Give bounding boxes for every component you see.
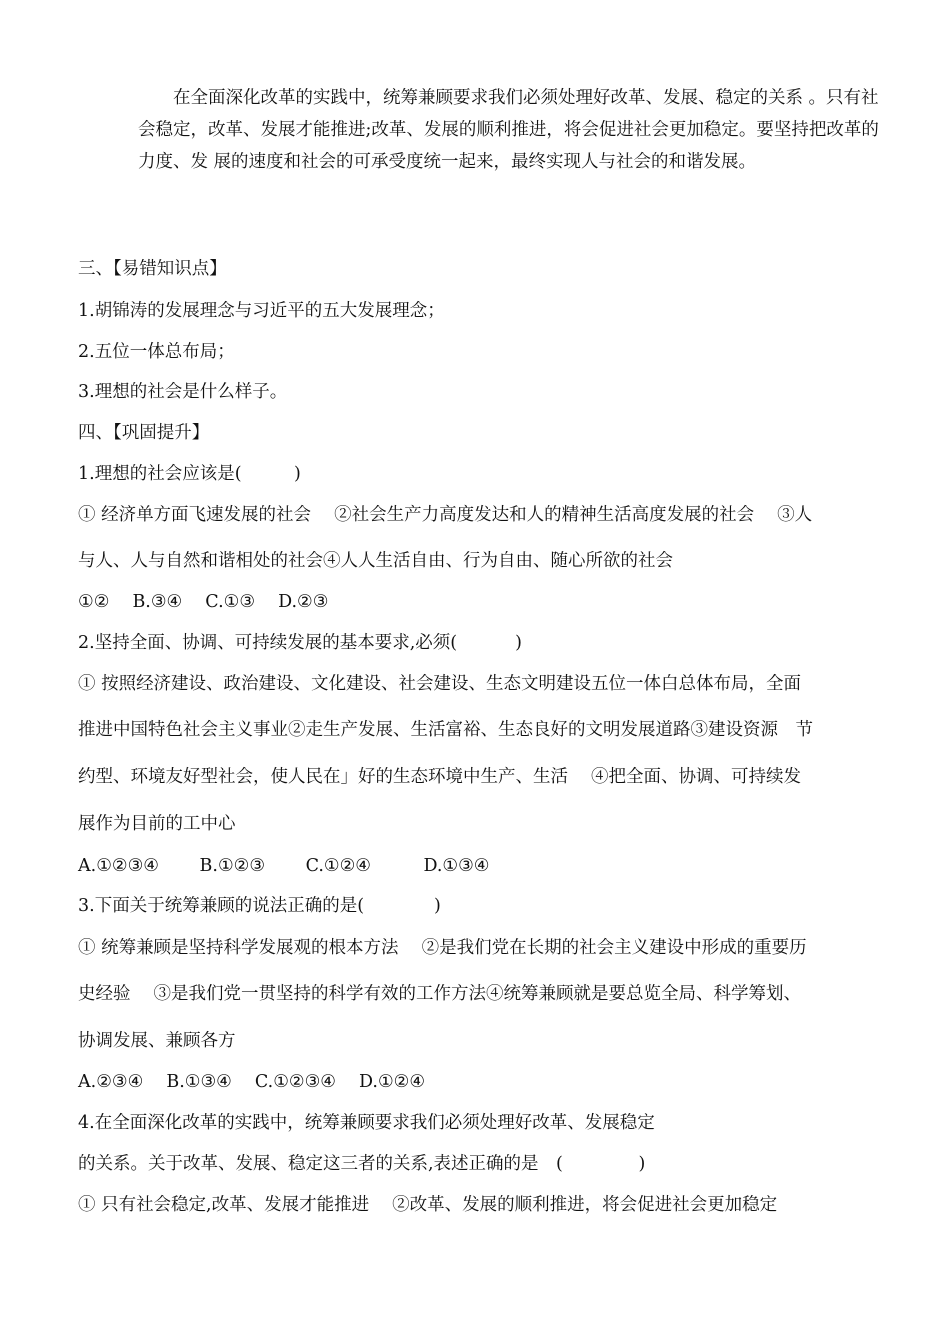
- q1-answers: ①② B.③④ C.①③ D.②③: [78, 592, 329, 612]
- q2-option-line-2: 推进中国特色社会主义事业②走生产发展、生活富裕、生态良好的文明发展道路③建设资源 节: [78, 720, 813, 740]
- q3-stem: 3.下面关于统筹兼顾的说法正确的是( ): [78, 896, 441, 916]
- q2-option-line-4: 展作为目前的工中心: [78, 814, 236, 834]
- q2-option-line-1: ① 按照经济建设、政治建设、文化建设、社会建设、生态文明建设五位一体白总体布局，全面: [78, 674, 802, 694]
- q4-stem-line-2: 的关系。关于改革、发展、稳定这三者的关系,表述正确的是 ( ): [78, 1154, 646, 1174]
- q1-option-line-2: 与人、人与自然和谐相处的社会④人人生活自由、行为自由、随心所欲的社会: [78, 551, 673, 571]
- section3-item-2: 2.五位一体总布局；: [78, 342, 235, 362]
- section3-item-1: 1.胡锦涛的发展理念与习近平的五大发展理念；: [78, 301, 445, 321]
- q3-option-line-3: 协调发展、兼顾各方: [78, 1031, 236, 1051]
- q3-option-line-1: ① 统筹兼顾是坚持科学发展观的根本方法 ②是我们党在长期的社会主义建设中形成的重要历: [78, 938, 807, 958]
- q1-option-line-1: ① 经济单方面飞速发展的社会 ②社会生产力高度发达和人的精神生活高度发展的社会 ③人: [78, 505, 813, 525]
- section3-item-3: 3.理想的社会是什么样子。: [78, 382, 288, 402]
- q4-option-line-1: ① 只有社会稳定,改革、发展才能推进 ②改革、发展的顺利推进，将会促进社会更加稳定: [78, 1195, 778, 1215]
- intro-paragraph: [138, 82, 883, 178]
- intro-text: 在全面深化改革的实践中，统筹兼顾要求我们必须处理好改革、发展、稳定的关系 。只有社会稳定，改革、发展才能推进;改革、发展的顺利推进，将会促进社会更加稳定。要坚持把改革的力度、发 展的速度和社会的可承受度统一起来，最终实现人与社会的和谐发展。: [138, 88, 879, 172]
- section3-heading: 三、【易错知识点】: [78, 259, 227, 279]
- section4-heading: 四、【巩固提升】: [78, 423, 210, 443]
- q2-stem: 2.坚持全面、协调、可持续发展的基本要求,必须( ): [78, 633, 522, 653]
- q2-answers: A.①②③④ B.①②③ C.①②④ D.①③④: [78, 856, 490, 876]
- q1-stem: 1.理想的社会应该是( ): [78, 464, 301, 484]
- q3-answers: A.②③④ B.①③④ C.①②③④ D.①②④: [78, 1072, 426, 1092]
- q3-option-line-2: 史经验 ③是我们党一贯坚持的科学有效的工作方法④统筹兼顾就是要总览全局、科学筹划、: [78, 984, 802, 1004]
- q4-stem-line-1: 4.在全面深化改革的实践中，统筹兼顾要求我们必须处理好改革、发展稳定: [78, 1113, 655, 1133]
- q2-option-line-3: 约型、环境友好型社会，使人民在」好的生态环境中生产、生活 ④把全面、协调、可持续发: [78, 767, 802, 787]
